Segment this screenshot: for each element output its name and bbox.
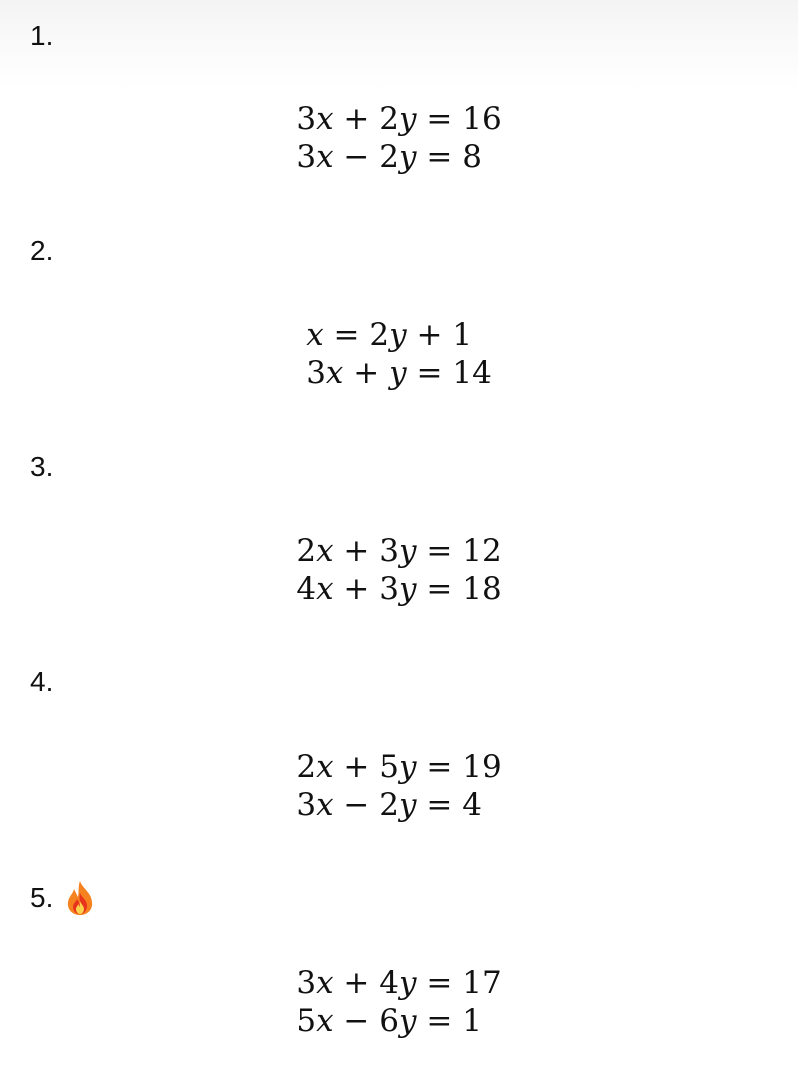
problem-4-equation-1: 2x + 5y = 19 [296,749,502,785]
problem-1-number [30,20,53,52]
problem-2-number-label: 2. [30,235,54,266]
fire-icon-graphic [65,880,95,916]
problem-1-number-label: 1. [30,20,54,51]
problem-4-equations [0,748,798,824]
problem-5-equation-2: 5x − 6y = 1 [296,1003,482,1039]
problem-2-equations [0,316,798,392]
problem-2-equation-2: 3x + y = 14 [306,355,492,391]
problem-3-number [30,451,53,483]
problem-5-equations [0,964,798,1040]
fire-icon [65,880,95,916]
problem-5-number-label: 5. [30,882,54,913]
problem-3-equation-1: 2x + 3y = 12 [296,533,502,569]
problem-2-number [30,235,53,267]
problem-5-equation-1: 3x + 4y = 17 [296,965,502,1001]
problem-1-equations [0,100,798,176]
problem-3-number-label: 3. [30,451,54,482]
problem-1-equation-2: 3x − 2y = 8 [296,139,482,175]
problem-4-equation-2: 3x − 2y = 4 [296,787,482,823]
problem-3-equations [0,532,798,608]
problem-4-number [30,666,53,698]
problem-2-equation-1: x = 2y + 1 [306,317,473,353]
problem-4-number-label: 4. [30,666,54,697]
problem-1-equation-1: 3x + 2y = 16 [296,101,502,137]
problem-3-equation-2: 4x + 3y = 18 [296,571,502,607]
problem-5-number [30,880,95,916]
top-shade [0,0,798,90]
